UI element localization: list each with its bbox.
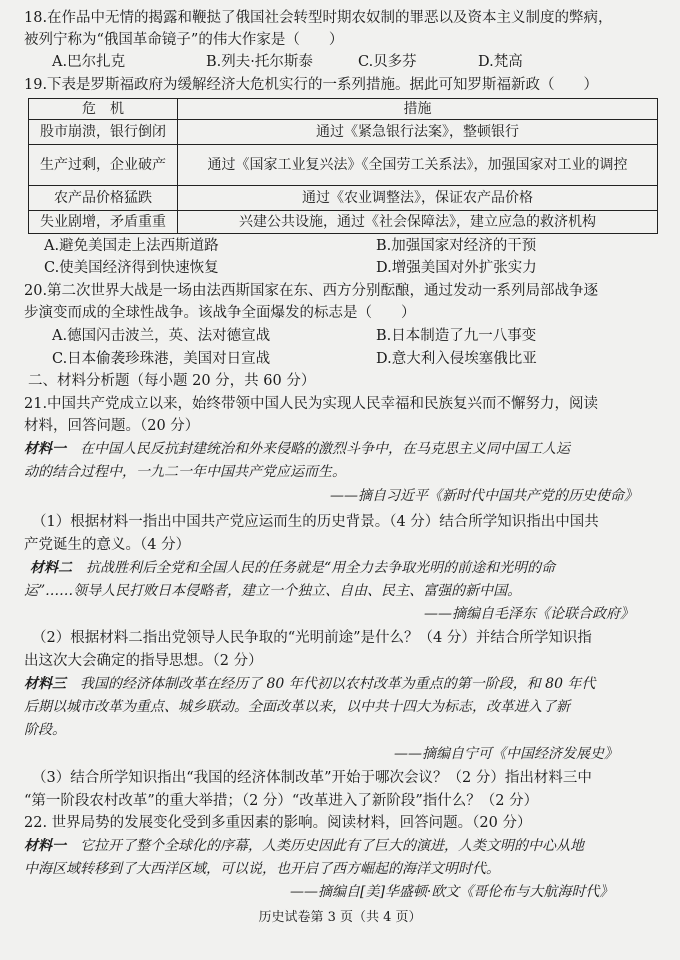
- q21-stem-line1: 21.中国共产党成立以来，始终带领中国人民为实现人民幸福和民族复兴而不懈努力，阅读: [24, 396, 599, 412]
- q21-material3-line1: [24, 674, 595, 694]
- q21-sub3-line1: （3）结合所学知识指出“我国的经济体制改革”开始于哪次会议？（2 分）指出材料三中: [32, 770, 592, 786]
- table-cell: 通过《农业调整法》，保证农产品价格: [178, 186, 658, 211]
- section-heading: 二、材料分析题（每小题 20 分，共 60 分）: [28, 373, 316, 389]
- q19-option-a: A.避免美国走上法西斯道路: [44, 238, 219, 254]
- q19-option-c: C.使美国经济得到快速恢复: [44, 260, 219, 276]
- q21-sub3-line2: “第一阶段农村改革”的重大举措；（2 分）“改革进入了新阶段”指什么？（2 分）: [24, 793, 539, 809]
- q22-material1-line1: [24, 836, 584, 856]
- table-row: [29, 145, 658, 186]
- q20-option-a: A.德国闪击波兰，英、法对德宣战: [52, 328, 271, 344]
- q18-stem-line2: 被列宁称为“俄国革命镜子”的伟大作家是（ ）: [24, 32, 344, 48]
- q21-material1-line2: 动的结合过程中，一九二一年中国共产党应运而生。: [24, 464, 346, 480]
- q21-material3-line3: 阶段。: [24, 722, 66, 738]
- q21-material2-line1: [30, 558, 555, 578]
- q19-option-b: B.加强国家对经济的干预: [376, 238, 537, 254]
- material-text: 在中国人民反抗封建统治和外来侵略的激烈斗争中，在马克思主义同中国工人运: [66, 441, 570, 457]
- q21-material1-line1: [24, 439, 570, 459]
- material-text: 它拉开了整个全球化的序幕，人类历史因此有了巨大的演进，人类文明的中心从地: [66, 838, 584, 854]
- table-cell: 通过《紧急银行法案》，整顿银行: [178, 120, 658, 145]
- table-header-crisis: 危 机: [29, 99, 178, 120]
- material-label: 材料一: [24, 838, 66, 854]
- q22-stem: 22. 世界局势的发展变化受到多重因素的影响。阅读材料，回答问题。（20 分）: [24, 815, 532, 831]
- q21-sub2-line2: 出这次大会确定的指导思想。（2 分）: [24, 653, 263, 669]
- q21-material3-source: ——摘编自宁可《中国经济发展史》: [394, 746, 618, 762]
- q21-material2-source: ——摘编自毛泽东《论联合政府》: [424, 606, 634, 622]
- new-deal-measures-table: [28, 98, 658, 234]
- q19-stem: 19.下表是罗斯福政府为缓解经济大危机实行的一系列措施。据此可知罗斯福新政（ ）: [24, 77, 599, 93]
- table-cell: 兴建公共设施，通过《社会保障法》，建立应急的救济机构: [178, 211, 658, 234]
- table-cell: 农产品价格猛跌: [29, 186, 178, 211]
- q21-material2-line2: 运”……领导人民打败日本侵略者，建立一个独立、自由、民主、富强的新中国。: [24, 583, 522, 599]
- q20-stem-line2: 步演变而成的全球性战争。该战争全面爆发的标志是（ ）: [24, 305, 416, 321]
- q18-option-a: A.巴尔扎克: [52, 54, 126, 70]
- table-header-row: [29, 99, 658, 120]
- q20-option-b: B.日本制造了九一八事变: [376, 328, 537, 344]
- material-text: 抗战胜利后全党和全国人民的任务就是“用全力去争取光明的前途和光明的命: [72, 560, 556, 576]
- material-label: 材料二: [30, 560, 72, 576]
- q21-sub1-line2: 产党诞生的意义。（4 分）: [24, 537, 191, 553]
- table-cell: 股市崩溃，银行倒闭: [29, 120, 178, 145]
- table-cell: 生产过剩，企业破产: [29, 145, 178, 186]
- q18-stem-line1: 18.在作品中无情的揭露和鞭挞了俄国社会转型时期农奴制的罪恶以及资本主义制度的弊病，: [24, 10, 613, 26]
- q18-option-d: D.梵高: [478, 54, 523, 70]
- q21-material3-line2: 后期以城市改革为重点、城乡联动。全面改革以来，以中共十四大为标志，改革进入了新: [24, 699, 570, 715]
- page-footer: 历史试卷第 3 页（共 4 页）: [258, 910, 422, 925]
- q19-option-d: D.增强美国对外扩张实力: [376, 260, 537, 276]
- q22-material1-source: ——摘编自[美]华盛顿·欧文《哥伦布与大航海时代》: [290, 884, 614, 900]
- material-text: 我国的经济体制改革在经历了 80 年代初以农村改革为重点的第一阶段，和 80 年代: [66, 676, 596, 692]
- q21-stem-line2: 材料，回答问题。（20 分）: [24, 418, 200, 434]
- q20-stem-line1: 20.第二次世界大战是一场由法西斯国家在东、西方分别酝酿，通过发动一系列局部战争逐: [24, 283, 599, 299]
- q21-material1-source: ——摘自习近平《新时代中国共产党的历史使命》: [330, 488, 638, 504]
- q18-option-b: B.列夫·托尔斯泰: [206, 54, 313, 70]
- q21-sub2-line1: （2）根据材料二指出党领导人民争取的“光明前途”是什么？（4 分）并结合所学知识指: [32, 630, 592, 646]
- table-cell: 失业剧增，矛盾重重: [29, 211, 178, 234]
- q22-material1-line2: 中海区域转移到了大西洋区域，可以说，也开启了西方崛起的海洋文明时代。: [24, 861, 500, 877]
- table-row: [29, 120, 658, 145]
- q20-option-c: C.日本偷袭珍珠港，美国对日宣战: [52, 351, 271, 367]
- table-row: [29, 211, 658, 234]
- material-label: 材料三: [24, 676, 66, 692]
- table-cell: 通过《国家工业复兴法》《全国劳工关系法》，加强国家对工业的调控: [178, 145, 658, 186]
- material-label: 材料一: [24, 441, 66, 457]
- q18-option-c: C.贝多芬: [358, 54, 417, 70]
- table-row: [29, 186, 658, 211]
- table-header-measures: 措施: [178, 99, 658, 120]
- q21-sub1-line1: （1）根据材料一指出中国共产党应运而生的历史背景。（4 分）结合所学知识指出中国共: [32, 514, 599, 530]
- q20-option-d: D.意大利入侵埃塞俄比亚: [376, 351, 537, 367]
